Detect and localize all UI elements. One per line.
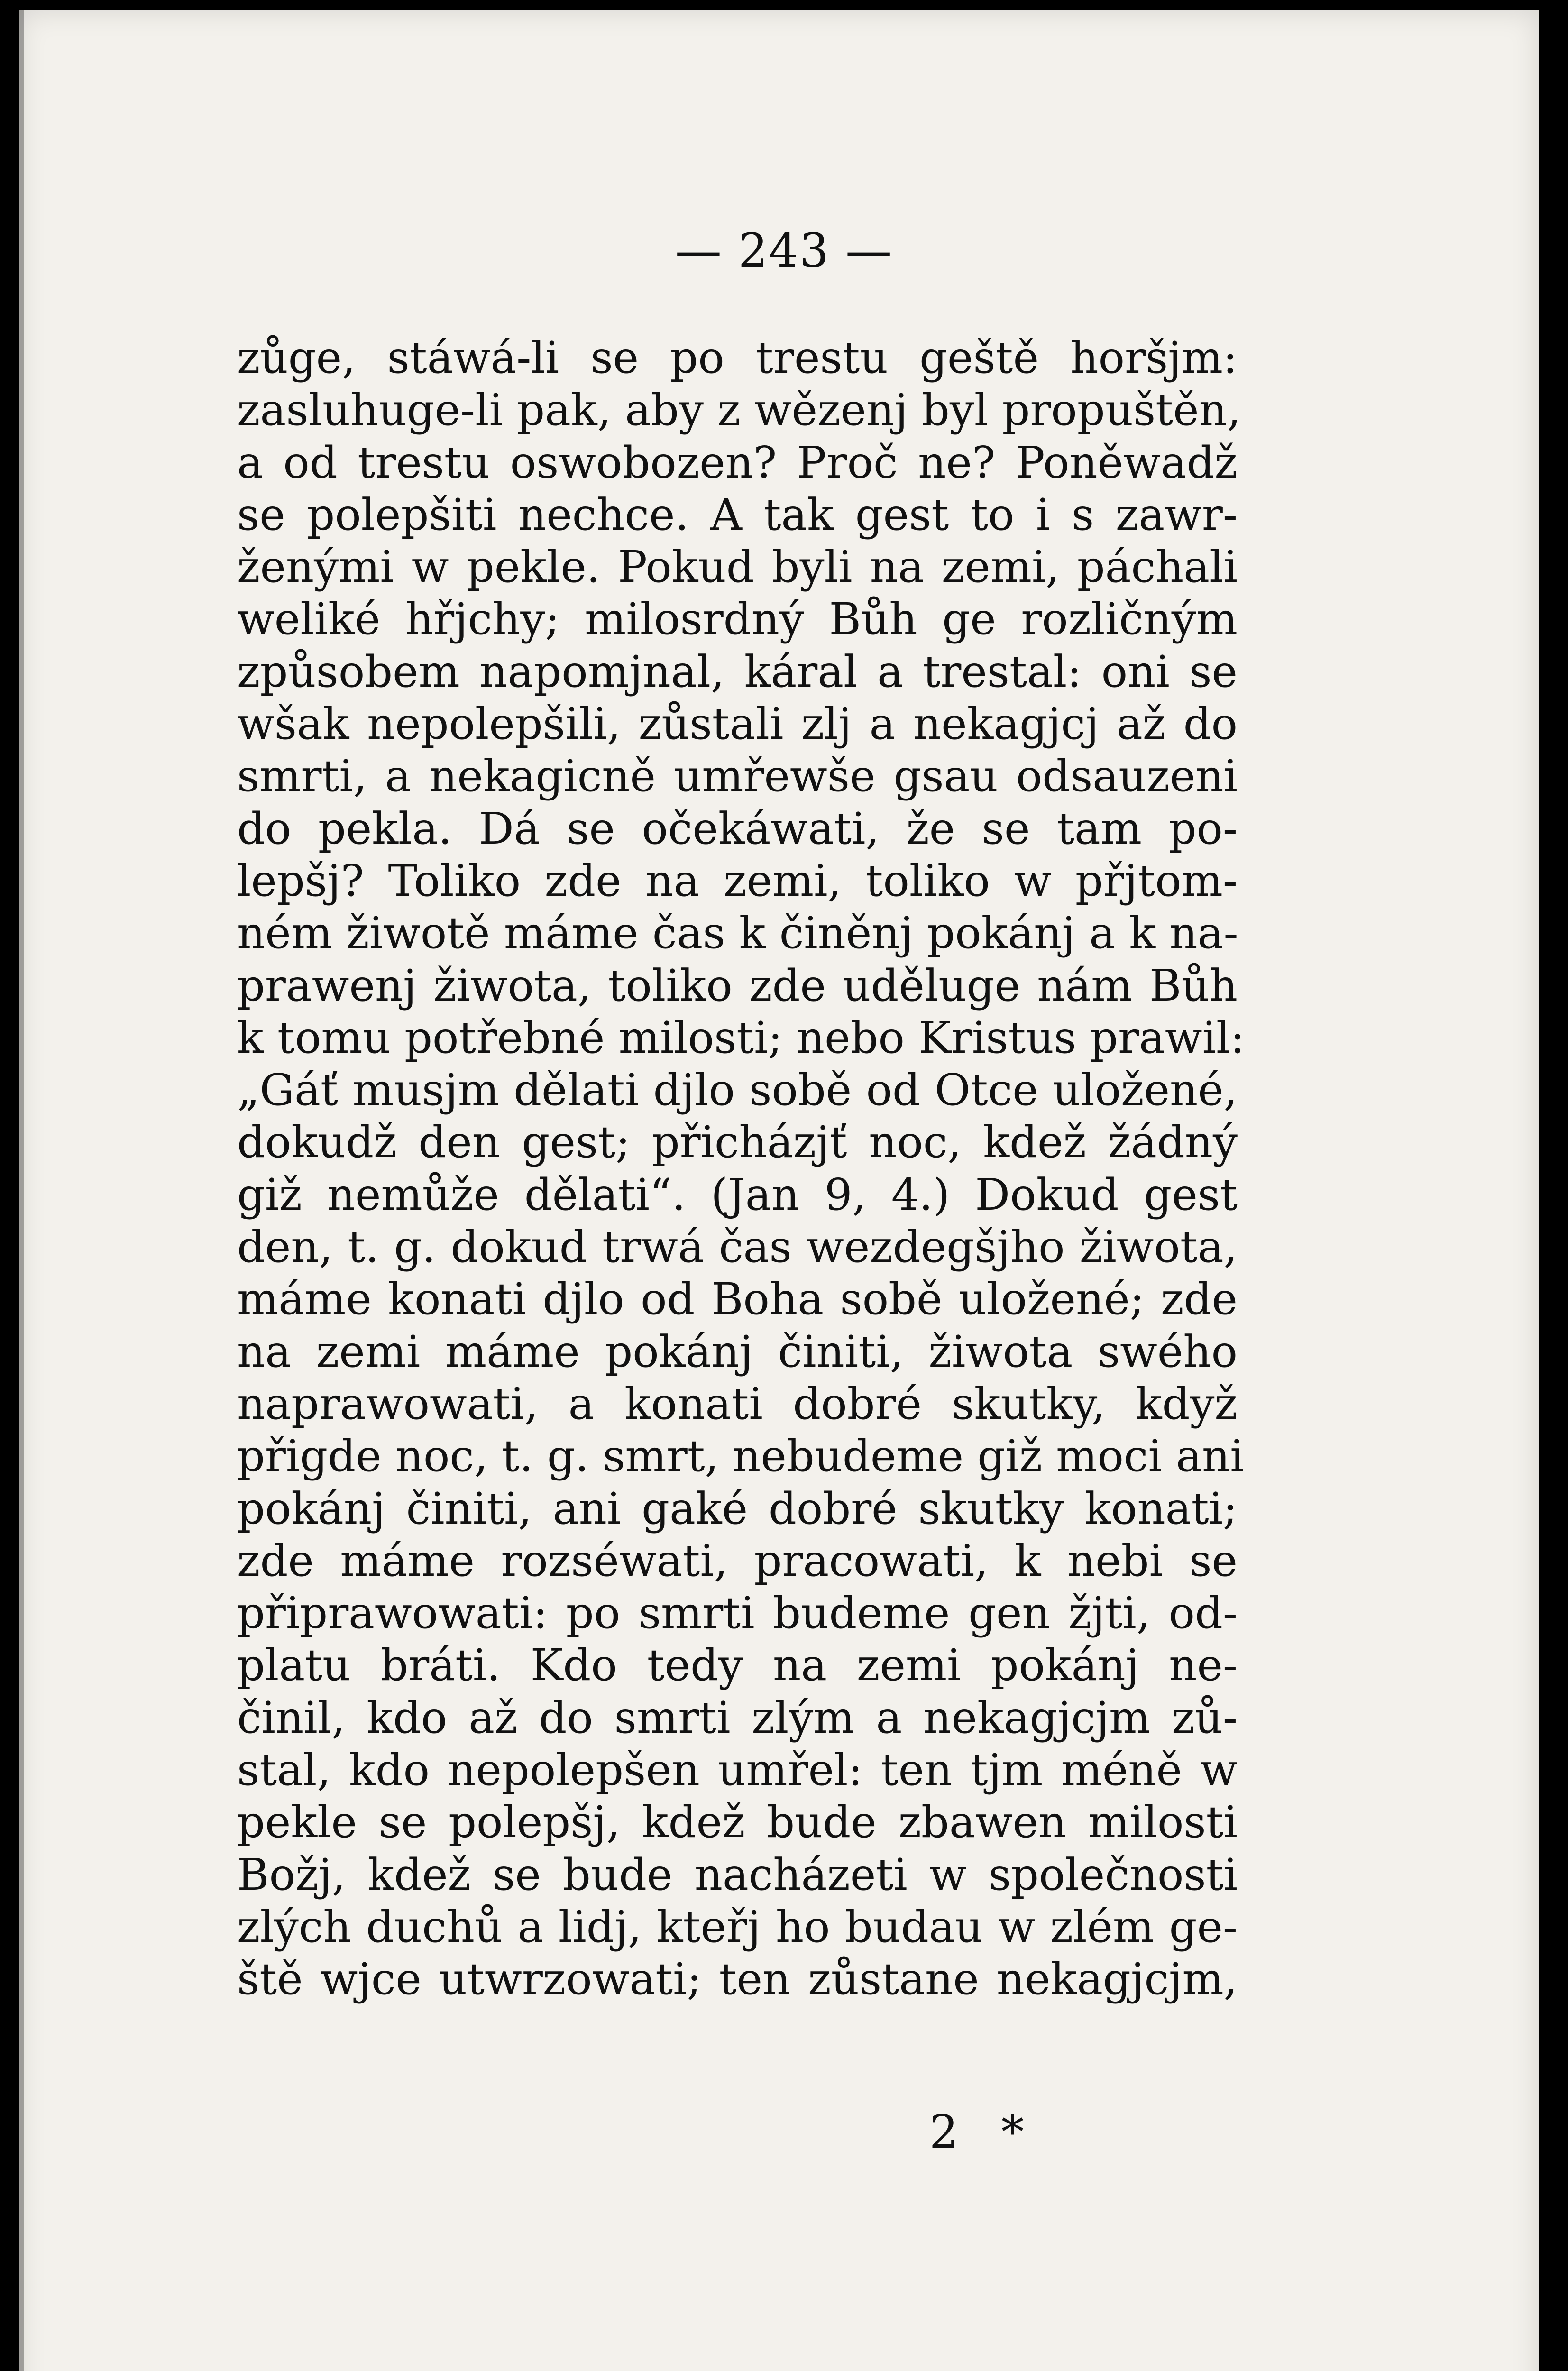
text-line: ném žiwotě máme čas k činěnj pokánj a k na-: [237, 908, 1238, 959]
text-line: prawenj žiwota, toliko zde uděluge nám Bůh: [237, 960, 1238, 1011]
text-line: giž nemůže dělati“. (Jan 9, 4.) Dokud gest: [237, 1169, 1238, 1220]
text-line: k tomu potřebné milosti; nebo Kristus prawil:: [237, 1012, 1245, 1063]
signature-mark: 2 *: [929, 2105, 1038, 2159]
text-line: činil, kdo až do smrti zlým a nekagjcjm zů-: [237, 1692, 1238, 1743]
text-line: den, t. g. dokud trwá čas wezdegšjho žiwota,: [237, 1222, 1238, 1273]
text-line: zasluhuge-li pak, aby z wězenj byl propuštěn,: [237, 385, 1241, 436]
text-line: a od trestu oswobozen? Proč ne? Poněwadž: [237, 437, 1238, 488]
text-line: stal, kdo nepolepšen umřel: ten tjm méně w: [237, 1745, 1238, 1796]
text-line: ště wjce utwrzowati; ten zůstane nekagjcjm,: [237, 1954, 1238, 2005]
text-line: dokudž den gest; přicházjť noc, kdež žádný: [237, 1117, 1238, 1168]
text-line: wšak nepolepšili, zůstali zlj a nekagjcj až do: [237, 698, 1238, 750]
text-line: naprawowati, a konati dobré skutky, když: [237, 1378, 1238, 1429]
text-line: „Gáť musjm dělati djlo sobě od Otce uložené,: [237, 1065, 1238, 1116]
text-line: na zemi máme pokánj činiti, žiwota swého: [237, 1326, 1238, 1377]
body-text: [237, 332, 1245, 2006]
text-line: platu bráti. Kdo tedy na zemi pokánj ne-: [237, 1640, 1238, 1691]
text-line: zlých duchů a lidj, kteřj ho budau w zlém ge-: [237, 1901, 1238, 1952]
text-line: smrti, a nekagicně umřewše gsau odsauzeni: [237, 751, 1238, 802]
text-line: weliké hřjchy; milosrdný Bůh ge rozličným: [237, 594, 1238, 645]
text-line: ženými w pekle. Pokud byli na zemi, páchali: [237, 542, 1238, 593]
text-line: se polepšiti nechce. A tak gest to i s zawr-: [237, 489, 1238, 540]
text-line: zde máme rozséwati, pracowati, k nebi se: [237, 1535, 1238, 1586]
text-line: zůge, stáwá-li se po trestu geště horšjm:: [237, 332, 1238, 383]
text-line: způsobem napomjnal, káral a trestal: oni se: [237, 646, 1238, 697]
text-line: Božj, kdež se bude nacházeti w společnosti: [237, 1849, 1238, 1900]
page-number-header: — 243 —: [675, 224, 893, 278]
text-line: přigde noc, t. g. smrt, nebudeme giž moci ani: [237, 1431, 1244, 1482]
text-line: pekle se polepšj, kdež bude zbawen milosti: [237, 1797, 1238, 1848]
text-line: máme konati djlo od Boha sobě uložené; zde: [237, 1274, 1238, 1325]
page-binding-edge: [19, 10, 24, 2371]
text-line: připrawowati: po smrti budeme gen žjti, od-: [237, 1588, 1238, 1639]
text-line: lepšj? Toliko zde na zemi, toliko w přjtom-: [237, 855, 1238, 906]
text-line: do pekla. Dá se očekáwati, že se tam po-: [237, 803, 1238, 854]
text-line: pokánj činiti, ani gaké dobré skutky konati;: [237, 1483, 1238, 1534]
